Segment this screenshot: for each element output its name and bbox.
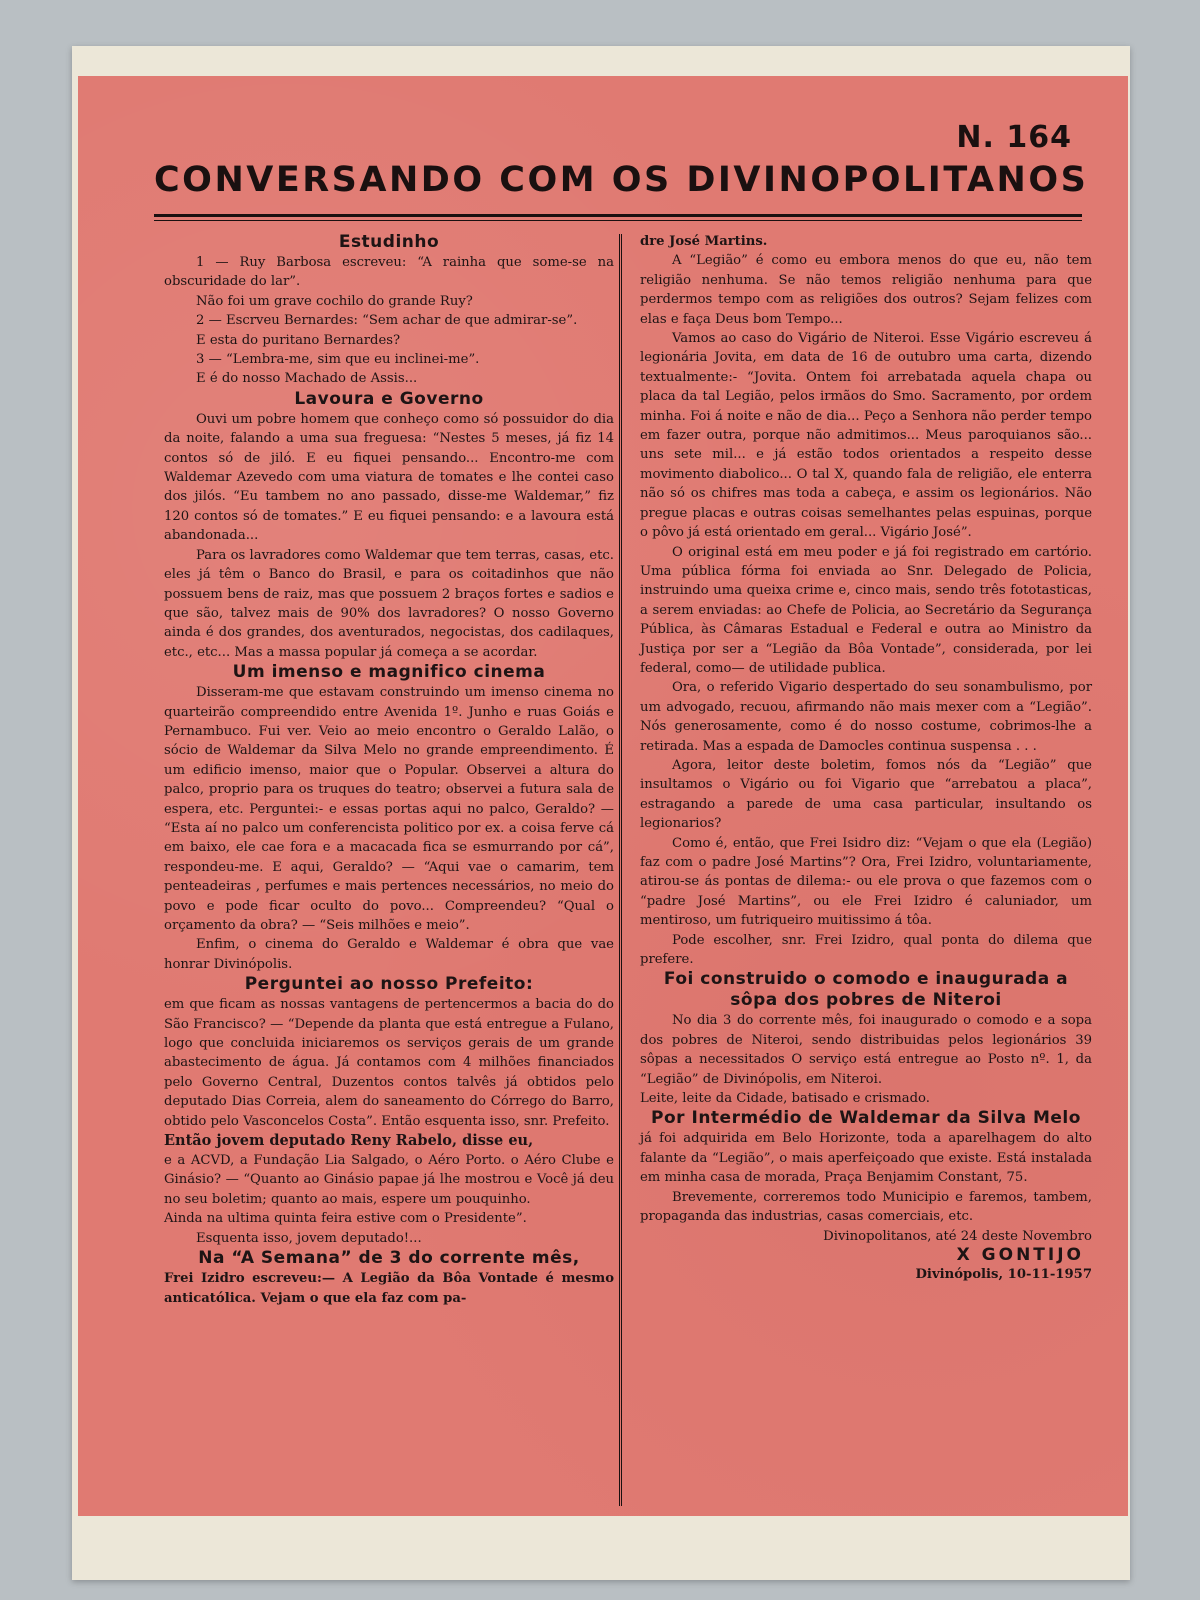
- paragraph: Leite, leite da Cidade, batisado e crismado.: [640, 1091, 930, 1107]
- issue-number: N. 164: [956, 120, 1072, 155]
- paragraph: Ainda na ultima quinta feira estive com o Presidente”.: [164, 1211, 527, 1227]
- paragraph: dre José Martins.: [640, 234, 768, 249]
- paragraph: Pode escolher, snr. Frei Izidro, qual ponta do dilema que prefere.: [640, 932, 1092, 968]
- leaflet-title: CONVERSANDO COM OS DIVINOPOLITANOS: [154, 160, 1089, 200]
- paragraph: Ora, o referido Vigario despertado do seu sonambulismo, por um advogado, recuou, afirmando não mais mexer com a “Legião”. Nós generosamente, como é do nosso costume, cobrimos-lhe a retirada. Mas a espada de Damocles continua suspensa . . .: [640, 680, 1092, 754]
- paragraph: Esquenta isso, jovem deputado!...: [196, 1230, 422, 1246]
- paragraph: Enfim, o cinema do Geraldo e Waldemar é obra que vae honrar Divinópolis.: [164, 937, 614, 972]
- title-rule: [154, 214, 1082, 217]
- paragraph: 3 — “Lembra-me, sim que eu inclinei-me”.: [196, 352, 480, 368]
- paragraph: Agora, leitor deste boletim, fomos nós da “Legião” que insultamos o Vigário ou foi Vigario que “arrebatou a placa”, estragando a parede de uma casa particular, insultando os legionarios?: [640, 757, 1092, 832]
- signature: X GONTIJO: [956, 1244, 1084, 1265]
- paragraph: e a ACVD, a Fundação Lia Salgado, o Aéro Porto. o Aéro Clube e Ginásio? — “Quanto ao Ginásio papae já lhe mostrou e Você já deu no seu boletim; quanto ao mais, espere um pouquinho.: [164, 1153, 614, 1207]
- paragraph: já foi adquirida em Belo Horizonte, toda a aparelhagem do alto falante da “Legião”, o mais aperfeiçoado que existe. Está instalada em minha casa de morada, Praça Benjamim Constant, 75.: [640, 1131, 1092, 1186]
- paragraph: E esta do puritano Bernardes?: [196, 332, 401, 348]
- paragraph: 2 — Escrveu Bernardes: “Sem achar de que admirar-se”.: [196, 313, 578, 329]
- paragraph: Frei Izidro escreveu:— A Legião da Bôa Vontade é mesmo anticatólica. Vejam o que ela faz com pa-: [164, 1271, 614, 1306]
- paragraph: A “Legião” é como eu embora menos do que eu, não tem religião nenhuma. Se não temos religião nenhuma para que perdermos tempo com as religiões dos outros? Sejam felizes com elas e faça Deus bom Tempo...: [640, 253, 1092, 327]
- section-heading: Perguntei ao nosso Prefeito:: [244, 974, 534, 995]
- title-rule-thin: [154, 220, 1082, 221]
- paragraph: 1 — Ruy Barbosa escreveu: “A rainha que some-se na obscuridade do lar”.: [164, 255, 614, 290]
- paragraph: Vamos ao caso do Vigário de Niteroi. Esse Vigário escreveu á legionária Jovita, em data de 16 de outubro uma carta, dizendo textualmente:- “Jovita. Ontem foi arrebatada aquela chapa ou placa da tal Legião, pelos irmãos do Smo. Sacramento, por ordem minha. Foi á noite e não de dia... Peço a Senhora não perder tempo em fazer outra, porque não admitimos... Meus paroquianos são... uns sete mil... e já estão todos orientados a respeito desse movimento diabolico... O tal X, quando fala de religião, ele enterra não só os chifres mas toda a cabeça, e assim os legionários. Não pregue placas e outras coisas semelhantes pelas espuinas, porque o pôvo já está orientado em geral... Vigário José”.: [640, 331, 1092, 541]
- date-line: Divinópolis, 10-11-1957: [915, 1267, 1092, 1283]
- paragraph: E é do nosso Machado de Assis...: [196, 371, 418, 387]
- section-heading: Um imenso e magnifico cinema: [232, 662, 546, 683]
- leaflet: [78, 76, 1128, 1516]
- section-heading: Estudinho: [338, 232, 440, 252]
- section-heading: Na “A Semana” de 3 do corrente mês,: [198, 1248, 580, 1269]
- section-heading: Lavoura e Governo: [294, 388, 484, 409]
- paragraph: No dia 3 do corrente mês, foi inaugurado o comodo e a sopa dos pobres de Niteroi, sendo distribuidas pelos legionários 39 sôpas a necessitados O serviço está entregue ao Posto nº. 1, da “Legião” de Divinópolis, em Niteroi.: [640, 1013, 1092, 1087]
- closing-line: Divinopolitanos, até 24 deste Novembro: [823, 1228, 1092, 1244]
- right-column: [640, 232, 1092, 1285]
- paragraph: Disseram-me que estavam construindo um imenso cinema no quarteirão compreendido entre Avenida 1º. Junho e ruas Goiás e Pernambuco. Fui ver. Veio ao meio encontro o Geraldo Lalão, o sócio de Waldemar da Silva Melo no grande empreendimento. É um edificio imenso, maior que o Popular. Observei a altura do palco, proprio para os truques do teatro; observei a futura sala de espera, etc. Perguntei:- e essas portas aqui no palco, Geraldo? — “Esta aí no palco um conferencista politico por ex. a coisa ferve cá em baixo, ele cae fora e a macacada fica se esmurrando por cá”, respondeu-me. E aqui, Geraldo? — “Aqui vae o camarim, tem penteadeiras , perfumes e mais pertences necessários, no meio do povo e pode ficar oculto do povo... Compreendeu? “Qual o orçamento da obra? — “Seis milhões e meio”.: [164, 685, 614, 933]
- paragraph: Brevemente, correremos todo Municipio e faremos, tambem, propaganda das industrias, casas comerciais, etc.: [640, 1189, 1092, 1225]
- paragraph: em que ficam as nossas vantagens de pertencermos a bacia do do São Francisco? — “Depende da planta que está entregue a Fulano, logo que concluida iniciaremos os serviços gerais de um grande abastecimento de água. Já contamos com 4 milhões financiados pelo Governo Central, Duzentos contos talvês já obtidos pelo deputado Dias Correia, alem do saneamento do Córrego do Barro, obtido pelo Vasconcelos Costa”. Então esquenta isso, snr. Prefeito.: [164, 997, 614, 1129]
- column-divider: [619, 234, 623, 1506]
- paragraph: Ouvi um pobre homem que conheço como só possuidor do dia da noite, falando a uma sua freguesa: “Nestes 5 meses, já fiz 14 contos só de jiló. E eu fiquei pensando... Encontro-me com Waldemar Azevedo com uma viatura de tomates e lhe contei caso dos jilós. “Eu tambem no ano passado, disse-me Waldemar,” fiz 120 contos só de tomates.” E eu fiquei pensando: e a lavoura está abandonada...: [164, 411, 614, 544]
- paragraph: Como é, então, que Frei Isidro diz: “Vejam o que ela (Legião) faz com o padre José Martins”? Ora, Frei Izidro, voluntariamente, atirou-se ás pontas de dilema:- ou ele prova o que fazemos com o “padre José Martins”, ou ele Frei Izidro é caluniador, um mentiroso, um futriqueiro muitissimo á tôa.: [640, 835, 1092, 929]
- left-column: [164, 232, 614, 1308]
- paragraph: O original está em meu poder e já foi registrado em cartório. Uma pública fórma foi enviada ao Snr. Delegado de Policia, instruindo uma queixa crime e, cinco mais, sendo três fototasticas, a serem enviadas: ao Chefe de Policia, ao Secretário da Segurança Pública, às Câmaras Estadual e Federal e outra ao Ministro da Justiça por ser a “Legião da Bôa Vontade”, considerada, por lei federal, como— de utilidade publica.: [640, 544, 1092, 676]
- section-heading: Foi construido o comodo e inaugurada a sôpa dos pobres de Niteroi: [663, 969, 1069, 1011]
- paragraph: Não foi um grave cochilo do grande Ruy?: [196, 293, 473, 309]
- section-heading: Por Intermédio de Waldemar da Silva Melo: [651, 1108, 1081, 1129]
- section-heading: Então jovem deputado Reny Rabelo, disse eu,: [164, 1132, 534, 1150]
- paragraph: Para os lavradores como Waldemar que tem terras, casas, etc. eles já têm o Banco do Brasil, e para os coitadinhos que não possuem bens de raiz, mas que possuem 2 braços fortes e sadios e que são, talvez mais de 90% dos lavradores? O nosso Governo ainda é dos grandes, dos aventurados, negocistas, dos cadilaques, etc., etc... Mas a massa popular já começa a se acordar.: [164, 547, 614, 660]
